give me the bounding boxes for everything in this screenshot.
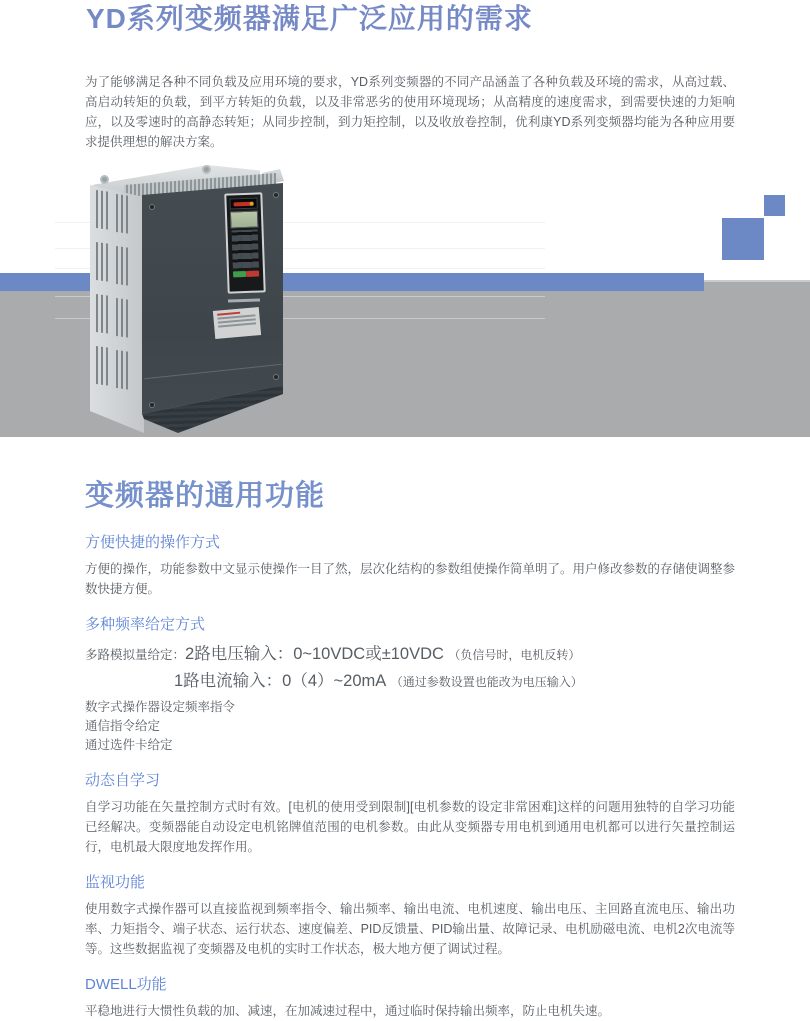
- brand-label: [229, 198, 257, 210]
- hero-banner: [0, 160, 810, 460]
- vent-slots: [116, 246, 131, 286]
- features-section: [85, 479, 735, 1021]
- frequency-current-main: 1路电流输入：0（4）~20mA: [174, 672, 387, 690]
- frequency-current-line: [85, 668, 735, 695]
- feature-body-autotune: 自学习功能在矢量控制方式时有效。[电机的使用受到限制][电机参数的设定非常困难]这样的问题用独特的自学习功能已经解决。变频器能自动设定电机铭牌值范围的电机参数。由此从变频器专用电机到通用电机都可以进行矢量控制运行，电机最大限度地发挥作用。: [85, 800, 735, 854]
- stop-button: [246, 271, 259, 277]
- spec-warning-label: [213, 307, 261, 339]
- vent-slots: [96, 294, 111, 334]
- vent-slots: [96, 190, 111, 230]
- frequency-extra-item: 通过选件卡给定: [85, 738, 173, 752]
- feature-title-operation: 方便快捷的操作方式: [85, 534, 221, 551]
- accent-square-small: [764, 195, 785, 216]
- page-title: YD系列变频器满足广泛应用的需求: [86, 3, 533, 34]
- accent-square-large: [722, 218, 764, 260]
- operator-keypad: [224, 192, 265, 293]
- frequency-extra-item: 通信指令给定: [85, 719, 161, 733]
- screw: [274, 375, 278, 379]
- feature-body-dwell: 平稳地进行大惯性负载的加、减速，在加减速过程中，通过临时保持输出频率，防止电机失速。: [85, 1004, 611, 1018]
- keypad-buttons: [232, 230, 259, 269]
- feature-title-dwell: DWELL功能: [85, 976, 167, 993]
- run-button: [233, 271, 246, 277]
- lcd-display: [230, 211, 259, 229]
- feature-body-operation: 方便的操作，功能参数中文显示使操作一目了然，层次化结构的参数组使操作简单明了。用户修改参数的存储使调整参数快捷方便。: [85, 562, 736, 596]
- screw: [274, 193, 278, 197]
- features-heading: 变频器的通用功能: [85, 480, 326, 512]
- inverter-product-photo: [86, 163, 288, 438]
- vent-slots: [96, 242, 111, 282]
- intro-paragraph: 为了能够满足各种不同负载及应用环境的要求，YD系列变频器的不同产品涵盖了各种负载及环境的需求，从高过载、高启动转矩的负载，到平方转矩的负载，以及非常恶劣的使用环境现场；从高精度的速度需求，到需要快速的力矩响应，以及零速时的高静态转矩；从同步控制，到力矩控制，以及收放卷控制，优利康YD系列变频器均能为各种应用要求提供理想的解决方案。: [85, 75, 735, 149]
- vent-slots: [116, 298, 131, 338]
- feature-title-autotune: 动态自学习: [85, 772, 161, 789]
- feature-title-frequency: 多种频率给定方式: [85, 616, 206, 633]
- frequency-prefix: 多路模拟量给定：: [85, 648, 186, 662]
- vent-slots: [116, 194, 131, 234]
- keypad-bottom-row: [233, 270, 259, 279]
- frequency-voltage-note: （负信号时，电机反转）: [448, 648, 581, 662]
- vent-slots: [116, 350, 131, 390]
- screw: [150, 403, 154, 407]
- bracket-hole: [202, 165, 211, 174]
- frequency-extra-item: 数字式操作器设定频率指令: [85, 700, 236, 714]
- frequency-voltage-main: 2路电压输入：0~10VDC或±10VDC: [185, 645, 444, 663]
- feature-title-monitor: 监视功能: [85, 874, 146, 891]
- frequency-extra-list: [85, 698, 735, 755]
- vent-slots: [96, 346, 111, 386]
- feature-body-monitor: 使用数字式操作器可以直接监视到频率指令、输出频率、输出电流、电机速度、输出电压、主回路直流电压、输出功率、力矩指令、端子状态、运行状态、速度偏差、PID反馈量、PID输出量、故障记录、电机励磁电流、电机2次电流等等。这些数据监视了变频器及电机的实时工作状态，极大地方便了调试过程。: [85, 902, 735, 956]
- screw: [150, 205, 154, 209]
- frequency-voltage-line: [85, 641, 735, 668]
- frequency-current-note: （通过参数设置也能改为电压输入）: [390, 675, 583, 689]
- bracket-hole: [100, 175, 109, 184]
